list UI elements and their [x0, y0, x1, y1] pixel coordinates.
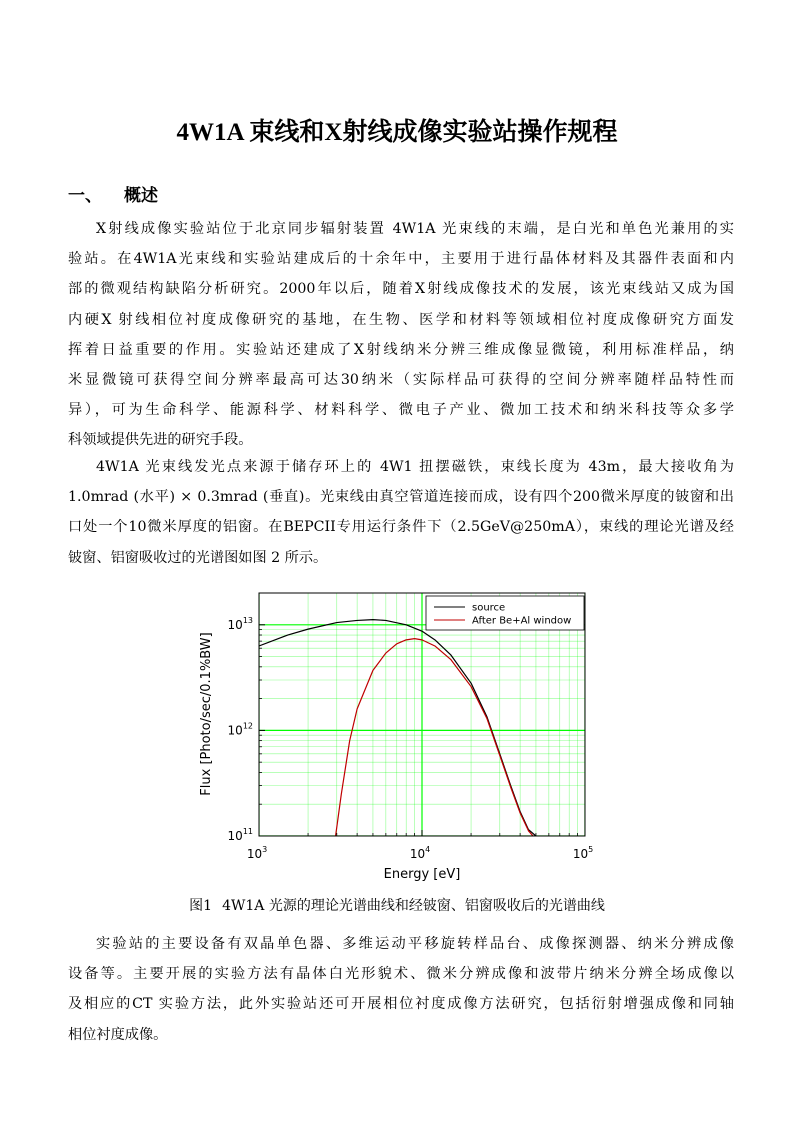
text-line: 部的微观结构缺陷分析研究。2000年以后，随着X射线成像技术的发展，该光束线站又成为国 [68, 281, 734, 298]
paragraph-equipment [68, 929, 734, 1050]
section-number: 一、 [68, 186, 102, 206]
text-line: 挥着日益重要的作用。实验站还建成了X射线纳米分辨三维成像显微镜，利用标准样品，纳 [68, 341, 734, 358]
figure-label: 图1 [189, 898, 213, 914]
text-line: 相位衬度成像。 [68, 1026, 168, 1043]
page-title: 4W1A 束线和X射线成像实验站操作规程 [176, 119, 618, 146]
text-line: 科领域提供先进的研究手段。 [68, 432, 253, 449]
text-line: 铍窗、铝窗吸收过的光谱图如图 2 所示。 [68, 549, 328, 566]
text-line: 设备等。主要开展的实验方法有晶体白光形貌术、微米分辨成像和波带片纳米分辨全场成像以 [68, 966, 734, 983]
text-line: 实验站的主要设备有双晶单色器、多维运动平移旋转样品台、成像探测器、纳米分辨成像 [96, 936, 734, 952]
x-tick-label: $10^4$ [409, 845, 431, 861]
x-axis-label: Energy [eV] [383, 867, 461, 882]
text-line: 1.0mrad (水平) × 0.3mrad (垂直)。光束线由真空管道连接而成，设有四个200微米厚度的铍窗和出 [68, 489, 734, 506]
paragraph-overview [68, 214, 734, 456]
legend-label-filtered: After Be+Al window [472, 615, 572, 627]
text-line: 4W1A 光束线发光点来源于储存环上的 4W1 扭摆磁铁，束线长度为 43m，最大接收角为 [96, 459, 734, 475]
y-axis-label: Flux [Photo/sec/0.1%BW] [199, 632, 214, 796]
paragraph-beamline [68, 452, 734, 573]
legend-label-source: source [472, 602, 506, 614]
y-tick-label: $10^{11}$ [227, 827, 253, 843]
spectrum-chart [190, 588, 610, 888]
text-line: 米显微镜可获得空间分辨率最高可达30纳米（实际样品可获得的空间分辨率随样品特性而 [68, 372, 734, 389]
text-line: 口处一个10微米厚度的铝窗。在BEPCII专用运行条件下（2.5GeV@250mA），束线的理论光谱及经 [68, 519, 734, 536]
text-line: 内硬X 射线相位衬度成像研究的基地，在生物、医学和材料等领域相位衬度成像研究方面发 [68, 311, 734, 328]
x-tick-label: $10^5$ [572, 845, 594, 861]
chart-legend [426, 596, 584, 630]
section-title: 概述 [124, 186, 158, 206]
text-line: 及相应的CT 实验方法，此外实验站还可开展相位衬度成像方法研究，包括衍射增强成像和同轴 [68, 996, 734, 1013]
text-line: X射线成像实验站位于北京同步辐射装置 4W1A 光束线的末端，是白光和单色光兼用的实 [96, 221, 734, 237]
text-line: 异），可为生命科学、能源科学、材料科学、微电子产业、微加工技术和纳米科技等众多学 [68, 402, 734, 419]
y-tick-label: $10^{13}$ [227, 615, 253, 632]
text-line: 验站。在4W1A光束线和实验站建成后的十余年中，主要用于进行晶体材料及其器件表面和内 [68, 251, 734, 268]
figure-caption [0, 895, 794, 915]
section-heading [68, 181, 158, 206]
x-tick-label: $10^3$ [246, 845, 268, 861]
figure-caption-text: 4W1A 光源的理论光谱曲线和经铍窗、铝窗吸收后的光谱曲线 [222, 898, 605, 914]
y-tick-label: $10^{12}$ [227, 721, 253, 738]
spectrum-figure [190, 588, 610, 888]
